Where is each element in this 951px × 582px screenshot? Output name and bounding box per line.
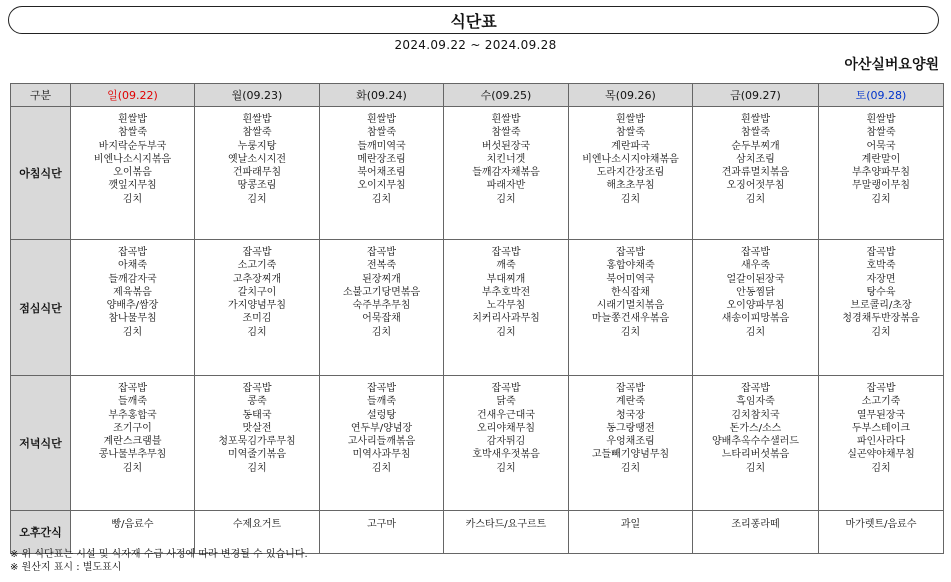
menu-item: 어묵국 [866,140,896,152]
day-header-sun: 일(09.22) [71,84,195,107]
menu-item: 참나물무침 [108,313,157,325]
day-header-wed: 수(09.25) [444,84,569,107]
menu-item: 김치 [745,462,766,474]
page-title: 식단표 [450,11,497,31]
menu-item: 안동찜닭 [736,286,775,298]
menu-item: 김치 [496,326,516,338]
menu-item: 들깨미역국 [357,140,406,152]
menu-item: 해초초무침 [606,180,655,192]
menu-cell-dinner-mon [195,376,320,511]
menu-item: 북어미역국 [606,273,655,285]
menu-item: 잡곡밥 [491,247,521,258]
menu-item: 깻잎지무침 [108,180,157,192]
menu-cell-lunch-sun [71,240,195,376]
menu-item: 김치 [745,326,766,338]
menu-item: 흰쌀밥 [242,114,272,125]
menu-item: 조기구이 [113,422,152,434]
menu-cell-breakfast-sat [819,107,944,240]
menu-item: 시래기멸치볶음 [596,300,665,312]
menu-item: 된장찌개 [362,273,401,285]
menu-item: 참쌀죽 [491,127,521,139]
menu-item: 도라지간장조림 [596,167,665,179]
menu-item: 들깨감자채볶음 [472,167,540,179]
menu-item: 메란장조림 [357,153,406,165]
menu-item: 잡곡밥 [367,383,396,394]
menu-item: 옛날소시지전 [228,153,286,165]
menu-item: 치커리사과무침 [472,313,540,325]
menu-item: 김치 [371,193,392,205]
menu-cell-breakfast-thu [569,107,693,240]
menu-cell-dinner-tue [320,376,444,511]
menu-item: 잡곡밥 [242,383,272,394]
menu-item: 오이지무침 [357,180,406,192]
menu-cell-dinner-wed [444,376,569,511]
menu-item: 고들빼기양념무침 [591,449,670,461]
menu-item: 돈가스/소스 [729,422,782,434]
menu-item: 미역사과무침 [352,449,411,461]
menu-item: 들깨죽 [118,396,147,408]
menu-item: 잡곡밥 [616,383,645,394]
menu-item: 한식잡채 [611,286,650,298]
note-origin: ※ 원산지 표시 : 별도표시 [10,562,122,573]
menu-item: 우엉채조림 [606,436,655,448]
menu-item: 잡곡밥 [118,247,147,258]
note-change: ※ 위 식단표는 시설 및 식자재 수급 사정에 따라 변경될 수 있습니다. [10,549,308,560]
facility-name: 아산실버요양원 [844,57,939,73]
menu-item: 콩나물부추무침 [98,449,167,461]
menu-item: 버섯된장국 [481,140,531,152]
menu-item: 부추호박전 [481,286,531,298]
menu-item: 소고기죽 [237,260,277,272]
day-header-sat: 토(09.28) [819,84,944,107]
menu-item: 김치 [247,326,267,338]
menu-item: 계란스크램블 [103,436,162,448]
menu-item: 오리야채무침 [477,422,535,434]
menu-item: 어묵잡채 [362,313,401,325]
menu-item: 김치 [620,462,641,474]
menu-item: 잡곡밥 [242,247,272,258]
menu-item: 브로콜리/초장 [850,300,912,312]
header-label: 구분 [11,84,71,107]
menu-item: 아채죽 [118,260,147,272]
menu-item: 오이양파무침 [726,300,785,312]
menu-cell-breakfast-sun [71,107,195,240]
menu-item: 조리퐁라떼 [731,519,780,530]
menu-cell-lunch-tue [320,240,444,376]
day-header-tue: 화(09.24) [320,84,444,107]
menu-item: 비엔나소시지볶음 [93,153,172,165]
meal-row-lunch [11,240,944,376]
menu-cell-breakfast-mon [195,107,320,240]
menu-item: 실곤약야채무침 [847,449,915,461]
menu-item: 설렁탕 [367,409,396,421]
menu-item: 누룽지탕 [237,140,277,152]
menu-item: 잡곡밥 [866,247,896,258]
menu-cell-dinner-sun [71,376,195,511]
menu-item: 김치 [371,462,392,474]
menu-item: 들깨죽 [367,396,396,408]
menu-cell-lunch-wed [444,240,569,376]
menu-item: 김치 [871,462,891,474]
menu-cell-snack-fri [693,511,819,554]
menu-item: 가지양념무침 [228,300,286,312]
menu-item: 청포묵김가루무침 [218,436,296,448]
menu-item: 참쌀죽 [242,127,272,139]
menu-item: 무말랭이무침 [852,180,910,192]
menu-item: 김치 [620,326,641,338]
menu-item: 김치 [496,462,516,474]
menu-item: 부대찌개 [486,273,526,285]
menu-item: 잡곡밥 [741,383,770,394]
menu-item: 소불고기당면볶음 [342,286,421,298]
menu-item: 수제요거트 [232,519,282,530]
menu-item: 김치 [122,326,143,338]
menu-item: 호박새우젓볶음 [472,449,540,461]
menu-item: 고사리들깨볶음 [347,436,416,448]
menu-item: 잡곡밥 [367,247,396,258]
menu-cell-lunch-thu [569,240,693,376]
menu-item: 잡곡밥 [491,383,521,394]
menu-item: 숙주부추무침 [352,300,411,312]
menu-item: 맛살전 [242,422,272,434]
menu-cell-snack-wed [444,511,569,554]
menu-item: 건파래무침 [232,167,282,179]
menu-item: 잡곡밥 [741,247,770,258]
menu-item: 동태국 [242,409,272,421]
menu-item: 바지락순두부국 [98,140,167,152]
menu-item: 오이볶음 [113,167,152,179]
meal-label-breakfast: 아침식단 [11,107,71,240]
menu-item: 오징어젓무침 [726,180,785,192]
menu-item: 참쌀죽 [367,127,396,139]
menu-item: 참쌀죽 [616,127,645,139]
menu-item: 흰쌀밥 [616,114,645,125]
day-header-fri: 금(09.27) [693,84,819,107]
menu-cell-snack-sat [819,511,944,554]
meal-row-dinner [11,376,944,511]
menu-item: 감자튀김 [486,436,526,448]
menu-item: 김치 [371,326,392,338]
menu-item: 동그랑땡전 [606,422,655,434]
notes [10,548,308,574]
menu-item: 탕수육 [866,286,896,298]
menu-item: 비엔나소시지야채볶음 [582,153,679,165]
menu-item: 참쌀죽 [866,127,896,139]
menu-item: 열무된장국 [856,409,906,421]
menu-item: 계란말이 [861,153,901,165]
menu-item: 고구마 [367,519,396,530]
menu-cell-dinner-fri [693,376,819,511]
menu-cell-lunch-mon [195,240,320,376]
menu-item: 노각무침 [486,300,526,312]
menu-item: 김치 [871,326,891,338]
menu-item: 청경채두반장볶음 [842,313,920,325]
menu-item: 김치 [247,462,267,474]
menu-item: 부추양파무침 [852,167,910,179]
menu-item: 참쌀죽 [118,127,147,139]
menu-item: 잡곡밥 [616,247,645,258]
menu-item: 김치 [745,193,766,205]
menu-item: 잡곡밥 [866,383,896,394]
menu-cell-breakfast-fri [693,107,819,240]
menu-item: 두부스테이크 [852,422,910,434]
menu-item: 삼치조림 [736,153,775,165]
menu-item: 흰쌀밥 [491,114,521,125]
menu-item: 새송이피망볶음 [721,313,790,325]
menu-cell-snack-thu [569,511,693,554]
menu-item: 파인사라다 [856,436,906,448]
menu-item: 김치 [496,193,516,205]
menu-item: 빵/음료수 [111,519,154,530]
menu-item: 닭죽 [496,396,516,408]
menu-item: 참쌀죽 [741,127,770,139]
menu-item: 김치참치국 [731,409,780,421]
menu-item: 파래자반 [486,180,526,192]
menu-cell-dinner-thu [569,376,693,511]
menu-item: 소고기죽 [861,396,901,408]
menu-table [10,83,944,554]
menu-item: 조미김 [242,313,272,325]
menu-item: 자장면 [866,273,896,285]
period-range: 2024.09.22 ~ 2024.09.28 [394,38,557,52]
menu-item: 김치 [247,193,267,205]
menu-item: 김치 [620,193,641,205]
menu-item: 전복죽 [367,260,396,272]
menu-item: 갈치구이 [237,286,277,298]
meal-row-breakfast [11,107,944,240]
menu-item: 김치 [122,193,143,205]
menu-item: 카스타드/요구르트 [465,519,547,530]
meal-label-dinner: 저녁식단 [11,376,71,511]
menu-item: 부추홍합국 [108,409,157,421]
menu-item: 양배추/쌈장 [106,300,159,312]
menu-item: 마늘쫑건새우볶음 [591,313,670,325]
meal-label-lunch: 점심식단 [11,240,71,376]
menu-item: 계란죽 [616,396,645,408]
menu-cell-lunch-fri [693,240,819,376]
menu-item: 마가렛트/음료수 [845,519,917,530]
menu-cell-dinner-sat [819,376,944,511]
menu-item: 미역줄기볶음 [228,449,286,461]
menu-item: 계란파국 [611,140,650,152]
menu-item: 깨죽 [496,260,516,272]
day-header-mon: 월(09.23) [195,84,320,107]
menu-cell-snack-tue [320,511,444,554]
menu-item: 홍합야채죽 [606,260,655,272]
menu-cell-breakfast-tue [320,107,444,240]
title-box [8,6,939,34]
menu-cell-breakfast-wed [444,107,569,240]
menu-item: 잡곡밥 [118,383,147,394]
menu-item: 고추장찌개 [232,273,282,285]
header-row [11,84,944,107]
menu-item: 김치 [871,193,891,205]
menu-item: 흰쌀밥 [367,114,396,125]
menu-item: 흰쌀밥 [866,114,896,125]
menu-item: 들깨감자국 [108,273,157,285]
menu-item: 흰쌀밥 [741,114,770,125]
menu-item: 치킨너겟 [486,153,526,165]
menu-item: 순두부찌개 [731,140,780,152]
menu-item: 양배추옥수수샐러드 [712,436,799,448]
menu-item: 연두부/양념장 [350,422,413,434]
menu-item: 호박죽 [866,260,896,272]
menu-item: 건새우근대국 [477,409,535,421]
menu-item: 제육볶음 [113,286,152,298]
menu-item: 견과류멸치볶음 [721,167,790,179]
menu-item: 느타리버섯볶음 [721,449,790,461]
menu-item: 북어채조림 [357,167,406,179]
menu-item: 김치 [122,462,143,474]
menu-item: 흰쌀밥 [118,114,147,125]
menu-item: 땅콩조림 [237,180,277,192]
menu-item: 얼갈이된장국 [726,273,785,285]
menu-item: 새우죽 [741,260,770,272]
menu-item: 과일 [620,519,641,530]
menu-item: 청국장 [616,409,645,421]
day-header-thu: 목(09.26) [569,84,693,107]
menu-cell-lunch-sat [819,240,944,376]
menu-item: 흑임자죽 [736,396,775,408]
meal-label-snack: 오후간식 [11,511,71,554]
menu-item: 콩죽 [247,396,267,408]
